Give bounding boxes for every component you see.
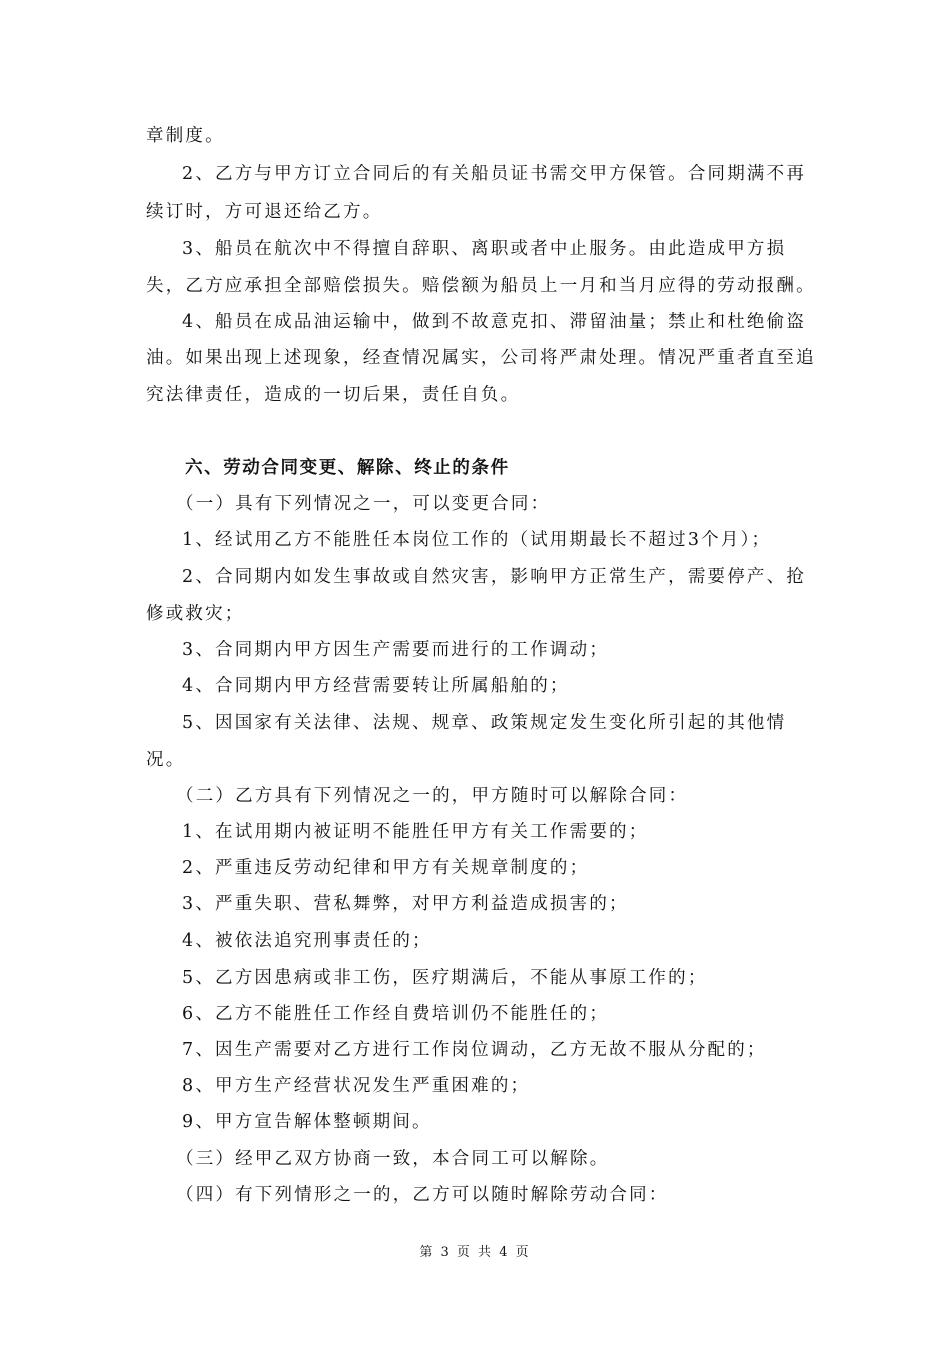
paragraph-line: 2、乙方与甲方订立合同后的有关船员证书需交甲方保管。合同期满不再 <box>182 164 807 184</box>
paragraph-line: 2、严重违反劳动纪律和甲方有关规章制度的； <box>182 858 590 878</box>
paragraph-line: （二）乙方具有下列情况之一的，甲方随时可以解除合同： <box>176 786 689 806</box>
paragraph-line: 4、被依法追究刑事责任的； <box>182 931 432 951</box>
paragraph-line: 6、乙方不能胜任工作经自费培训仍不能胜任的； <box>182 1004 610 1024</box>
paragraph-line: 失，乙方应承担全部赔偿损失。赔偿额为船员上一月和当月应得的劳动报酬。 <box>146 276 816 296</box>
paragraph-line: 油。如果出现上述现象，经查情况属实，公司将严肃处理。情况严重者直至追 <box>146 348 816 368</box>
paragraph-line: （四）有下列情形之一的，乙方可以随时解除劳动合同： <box>176 1185 669 1205</box>
paragraph-line: 章制度。 <box>146 126 225 146</box>
paragraph-line: 修或救灾； <box>146 604 245 624</box>
paragraph-line: 5、因国家有关法律、法规、规章、政策规定发生变化所引起的其他情 <box>182 713 787 733</box>
section-heading: 六、劳动合同变更、解除、终止的条件 <box>185 458 510 478</box>
page-footer: 第 3 页 共 4 页 <box>419 1245 531 1260</box>
paragraph-line: 3、严重失职、营私舞弊，对甲方利益造成损害的； <box>182 894 629 914</box>
paragraph-line: 8、甲方生产经营状况发生严重困难的； <box>182 1076 531 1096</box>
paragraph-line: 3、船员在航次中不得擅自辞职、离职或者中止服务。由此造成甲方损 <box>182 239 787 259</box>
paragraph-line: 3、合同期内甲方因生产需要而进行的工作调动； <box>182 640 610 660</box>
paragraph-line: 4、合同期内甲方经营需要转让所属船舶的； <box>182 676 570 696</box>
paragraph-line: 4、船员在成品油运输中，做到不故意克扣、滞留油量；禁止和杜绝偷盗 <box>182 312 807 332</box>
paragraph-line: 9、甲方宣告解体整顿期间。 <box>182 1112 432 1132</box>
paragraph-line: 2、合同期内如发生事故或自然灾害，影响甲方正常生产，需要停产、抢 <box>182 567 807 587</box>
paragraph-line: 5、乙方因患病或非工伤，医疗期满后，不能从事原工作的； <box>182 968 708 988</box>
paragraph-line: （三）经甲乙双方协商一致，本合同工可以解除。 <box>176 1149 610 1169</box>
paragraph-line: 1、经试用乙方不能胜任本岗位工作的（试用期最长不超过3个月）； <box>182 530 772 550</box>
paragraph-line: 续订时，方可退还给乙方。 <box>146 202 383 222</box>
paragraph-line: （一）具有下列情况之一，可以变更合同： <box>176 494 551 514</box>
paragraph-line: 究法律责任，造成的一切后果，责任自负。 <box>146 385 521 405</box>
paragraph-line: 1、在试用期内被证明不能胜任甲方有关工作需要的； <box>182 822 649 842</box>
paragraph-line: 7、因生产需要对乙方进行工作岗位调动，乙方无故不服从分配的； <box>182 1040 767 1060</box>
paragraph-line: 况。 <box>146 750 186 770</box>
